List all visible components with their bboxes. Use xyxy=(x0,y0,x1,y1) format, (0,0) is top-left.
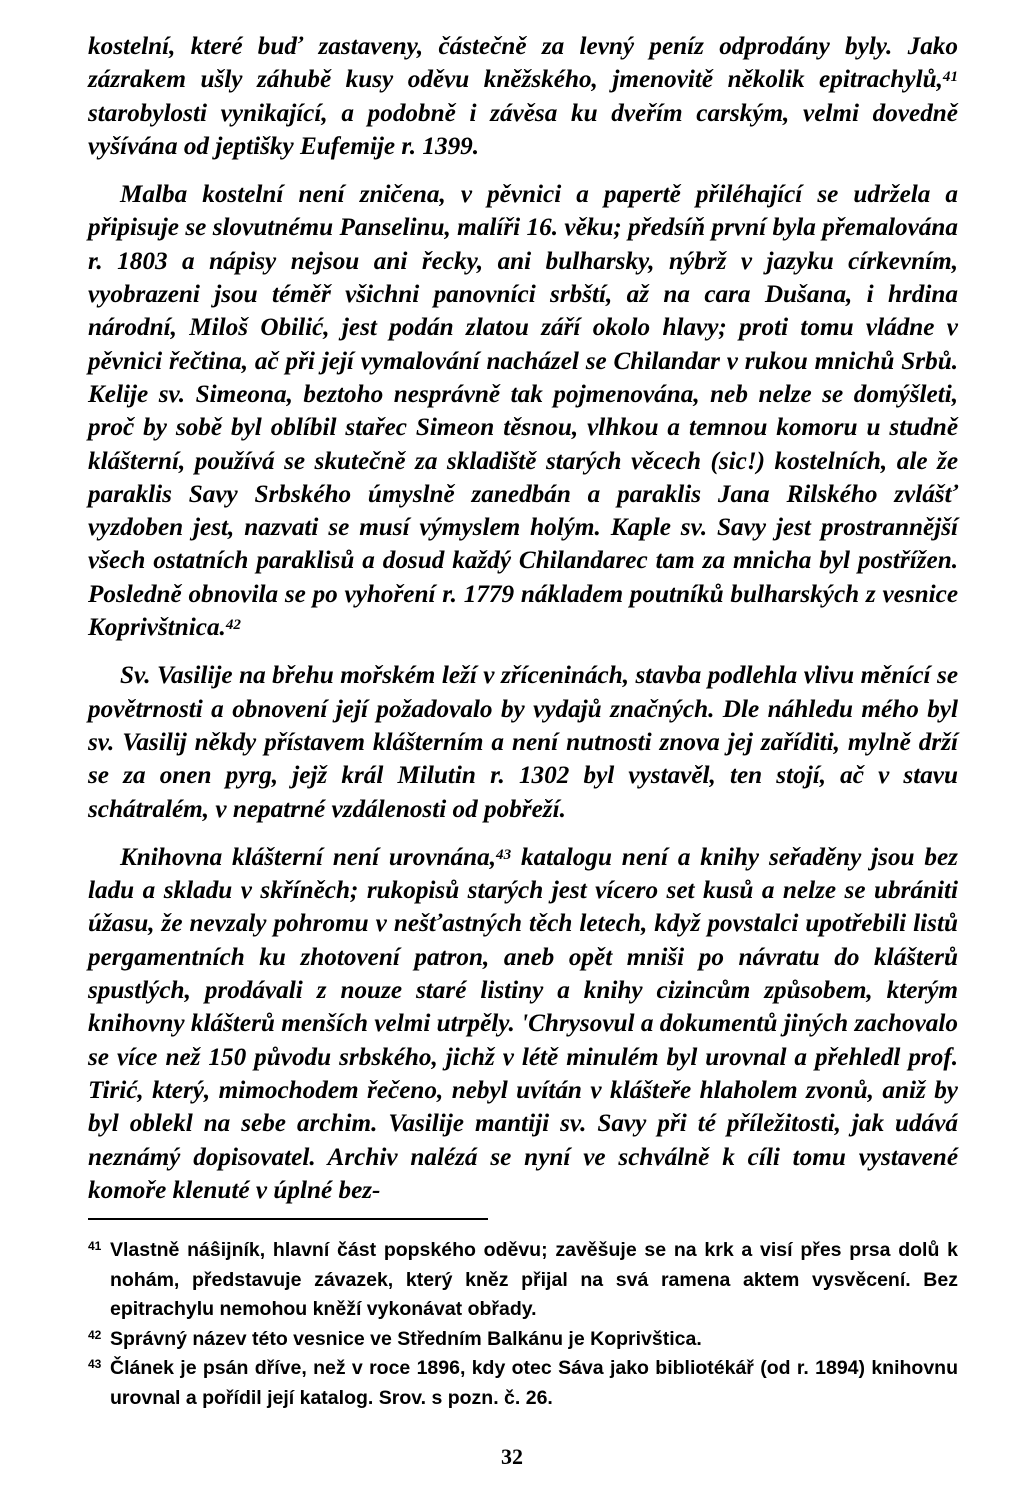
body-paragraph xyxy=(88,30,958,163)
paragraph-text: Malba kostelní není zničena, v pěvnici a papertě přiléhající se udržela a připisuje se slovutnému Panselinu, malíři 16. věku; předsíň první byla přemalována r. 1803 a nápisy nejsou ani řecky, ani bulharsky, nýbrž v jazyku církevním, vyobrazeni jsou téměř všichni panovníci srbští, až na cara Dušana, i hrdina národní, Miloš Obilić, jest podán zlatou září okolo hlavy; proti tomu vládne v pěvnici řečtina, ač při její vymalování nacházel se Chilandar v rukou mnichů Srbů. Kelije sv. Simeona, beztoho nesprávně tak pojmenována, neb nelze se domýšleti, proč by sobě byl oblíbil stařec Simeon těsnou, vlhkou a temnou komoru u studně klášterní, používá se skutečně za skladiště starých věcech (sic!) kostelních, ale že paraklis Savy Srbského úmyslně zanedbán a paraklis Jana Rilského zvlášť vyzdoben jest, nazvati se musí výmyslem holým. Kaple sv. Savy jest prostrannější všech ostatních paraklisů a dosud každý Chilandarec tam za mnicha byl postřížen. Posledně obnovila se po vyhoření r. 1779 nákladem poutníků bulharských z vesnice Koprivštnica. xyxy=(88,181,958,642)
paragraph-text: Knihovna klášterní není urovnána, xyxy=(120,843,497,871)
paragraph-text: starobylosti vynikající, a podobně i závěsa ku dveřím carským, velmi dovedně vyšívána od jeptišky Eufemije r. 1399. xyxy=(88,99,958,160)
body-paragraph xyxy=(88,659,958,825)
footnote-text: Článek je psán dříve, než v roce 1896, kdy otec Sáva jako bibliotékář (od r. 1894) knihovnu urovnal a pořídil její katalog. Srov. s pozn. č. 26. xyxy=(110,1357,958,1409)
footnote-reference: 43 xyxy=(496,846,512,863)
footnote-number: 43 xyxy=(88,1357,102,1371)
paragraph-text: katalogu není a knihy seřaděny jsou bez ladu a skladu v skříněch; rukopisů starých jest vícero set kusů a nelze se ubrániti úžasu, že nevzaly pohromu v nešťastných těch letech, když povstalci upotřebili listů pergamentních ku zhotovení patron, aneb opět mniši po návratu do klášterů spustlých, prodávali z nouze staré listiny a knihy cizincům způsobem, kterým knihovny klášterů menších velmi utrpěly. 'Chrysovul a dokumentů jiných zachovalo se více než 150 původu srbského, jichž v létě minulém byl urovnal a přehledl prof. Tirić, který, mimochodem řečeno, nebyl uvítán v klášteře hlaholem zvonů, aniž by byl oblekl na sebe archim. Vasilije mantiji sv. Savy při té příležitosti, jak udává neznámý dopisovatel. Archiv nalézá se nyní ve schválně k cíli tomu vystavené komoře klenuté v úplné bez- xyxy=(88,843,958,1204)
footnote-reference: 41 xyxy=(942,69,958,86)
paragraph-text: Sv. Vasilije na břehu mořském leží v zříceninách, stavba podlehla vlivu měnící se povětrnosti a obnovení její požadovalo by vydajů značných. Dle náhledu mého byl sv. Vasilij někdy přístavem klášterním a není nutnosti znova jej zaříditi, mylně drží se za onen pyrg, jejž král Milutin r. 1302 byl vystavěl, ten stojí, ač v stavu schátralém, v nepatrné vzdálenosti od pobřeží. xyxy=(88,662,958,823)
footnote-text: Správný název této vesnice ve Středním Balkánu je Koprivštica. xyxy=(110,1327,702,1350)
footnote xyxy=(88,1325,958,1355)
main-body-text xyxy=(88,30,958,1222)
body-paragraph xyxy=(88,841,958,1207)
footnote-reference: 42 xyxy=(225,617,241,633)
paragraph-text: kostelní, které buď zastaveny, částečně za levný peníz odprodány byly. Jako zázrakem ušly záhubě kusy oděvu kněžského, jmenovitě několik epitrachylů, xyxy=(88,33,958,94)
footnote-number: 41 xyxy=(88,1239,102,1253)
page-number: 32 xyxy=(501,1444,523,1469)
body-paragraph xyxy=(88,178,958,644)
footnote xyxy=(88,1236,958,1325)
footnotes-section xyxy=(88,1236,958,1413)
footnote-separator xyxy=(88,1218,488,1220)
footnote-text: Vlastně náŝijník, hlavní část popského oděvu; zavěšuje se na krk a visí přes prsa dolů k nohám, představuje závazek, který kněz přijal na svá ramena aktem vysvěcení. Bez epitrachylu nemohou kněží vykonávat obřady. xyxy=(110,1239,958,1320)
footnote-number: 42 xyxy=(88,1327,102,1342)
footnote xyxy=(88,1354,958,1413)
